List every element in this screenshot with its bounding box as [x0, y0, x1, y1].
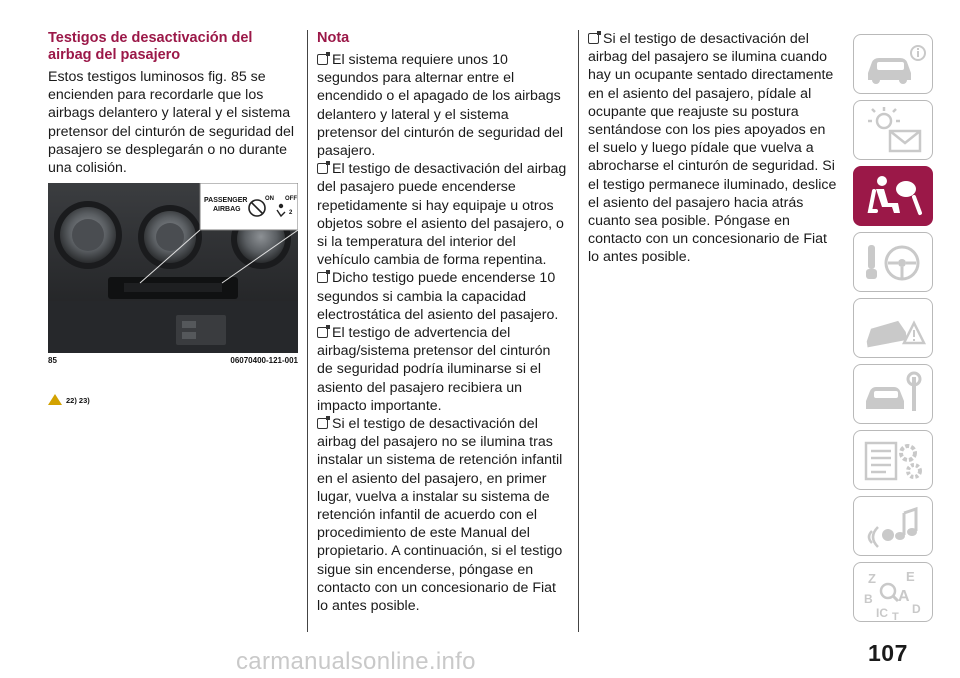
note-paragraph-5: Si el testigo de desactivación del airbag del pasajero no se ilumina tras instalar un sistema de retención infantil en el asiento del pasajero, en primer lugar, vuelva a instalar su sistema de retención infantil de acuerdo con el procedimiento de este Manual del propietario. A continuación, si el testigo sigue sin encenderse, póngase en contacto con un concesionario de Fiat lo antes posible. [317, 416, 563, 615]
svg-text:Z: Z [868, 571, 876, 586]
svg-text:D: D [912, 602, 921, 616]
note-heading: Nota [317, 30, 350, 46]
tab-service[interactable] [853, 364, 933, 424]
tab-car-info[interactable] [853, 34, 933, 94]
panel-label-off: OFF [285, 196, 297, 202]
column-divider-1 [307, 30, 308, 632]
watermark: carmanualsonline.info [236, 648, 476, 675]
bullet-square-icon [317, 418, 328, 429]
multimedia-icon [854, 497, 934, 557]
panel-label-airbag: AIRBAG [213, 206, 241, 213]
alphabetical-index-icon [854, 563, 934, 623]
car-info-icon [854, 35, 934, 95]
warning-reference [48, 394, 90, 405]
bullet-square-icon [317, 54, 328, 65]
warning-ref-text: 22) 23) [66, 396, 90, 405]
bullet-square-icon [317, 163, 328, 174]
car-service-icon [854, 365, 934, 425]
svg-text:T: T [892, 611, 899, 623]
note-paragraph-6: Si el testigo de desactivación del airbag del pasajero se ilumina cuando hay un ocupante sentado directamente en el asiento del pasajero, pídale al ocupante que reajuste su postura sentándose con los pies apoyados en el suelo y luego pídale que vuelva a abrocharse el cinturón de seguridad. Si el testigo permanece iluminado, deslice el asiento del pasajero hacia atrás cuanto sea posible. Póngase en contacto con un concesionario de Fiat lo antes posible. [588, 31, 837, 266]
bullet-square-icon [317, 272, 328, 283]
dashboard-lights-icon [854, 101, 934, 161]
figure-code: 06070400-121-001 [230, 356, 298, 365]
tab-starting-driving[interactable] [853, 232, 933, 292]
technical-data-icon [854, 431, 934, 491]
svg-text:A: A [898, 588, 910, 605]
note-paragraph-4: El testigo de advertencia del airbag/sistema pretensor del cinturón de seguridad podría iluminarse si el asiento del pasajero recibiera un impacto importante. [317, 325, 551, 414]
steering-wheel-key-icon [854, 233, 934, 293]
airbag-seatbelt-icon [854, 167, 934, 227]
panel-seat-num: 2 [289, 210, 293, 216]
bullet-square-icon [588, 33, 599, 44]
column-3 [588, 30, 840, 267]
panel-label-on: ON [265, 196, 274, 202]
tab-technical-data[interactable] [853, 430, 933, 490]
svg-text:B: B [864, 592, 873, 606]
tab-dashboard-lights[interactable] [853, 100, 933, 160]
note-paragraph-1: El sistema requiere unos 10 segundos para alternar entre el encendido o el apagado de los airbags delantero y lateral y el sistema pretensor del cinturón de seguridad del pasajero. [317, 52, 564, 160]
column-divider-2 [578, 30, 579, 632]
note-paragraph-3: Dicho testigo puede encenderse 10 segundos si cambia la capacidad electrostática del asiento del pasajero. [317, 270, 559, 323]
column-2 [317, 30, 569, 615]
figure-number: 85 [48, 356, 57, 365]
warning-triangle-icon [48, 394, 62, 405]
tab-index[interactable] [853, 562, 933, 622]
bullet-square-icon [317, 327, 328, 338]
column-1 [48, 30, 298, 177]
section-heading: Testigos de desactivación del airbag del pasajero [48, 30, 253, 63]
tab-safety-active[interactable] [853, 166, 933, 226]
panel-label-passenger: PASSENGER [204, 197, 248, 204]
figure-85-photo [48, 183, 298, 353]
svg-text:E: E [906, 569, 915, 584]
note-paragraph-2: El testigo de desactivación del airbag del pasajero puede encenderse repetidamente si hay equipaje u otros objetos sobre el asiento del pasajero, o si la temperatura del interior del vehículo cambia de forma repentina. [317, 161, 567, 269]
tab-emergency[interactable] [853, 298, 933, 358]
emergency-warning-icon [854, 299, 934, 359]
svg-text:IC: IC [876, 606, 888, 620]
tab-multimedia[interactable] [853, 496, 933, 556]
page-number: 107 [868, 640, 908, 666]
intro-paragraph: Estos testigos luminosos fig. 85 se encienden para recordarle que los airbags delantero y lateral y el sistema pretensor del cinturón de seguridad del pasajero se desplegarán o no durante una colisión. [48, 69, 295, 177]
